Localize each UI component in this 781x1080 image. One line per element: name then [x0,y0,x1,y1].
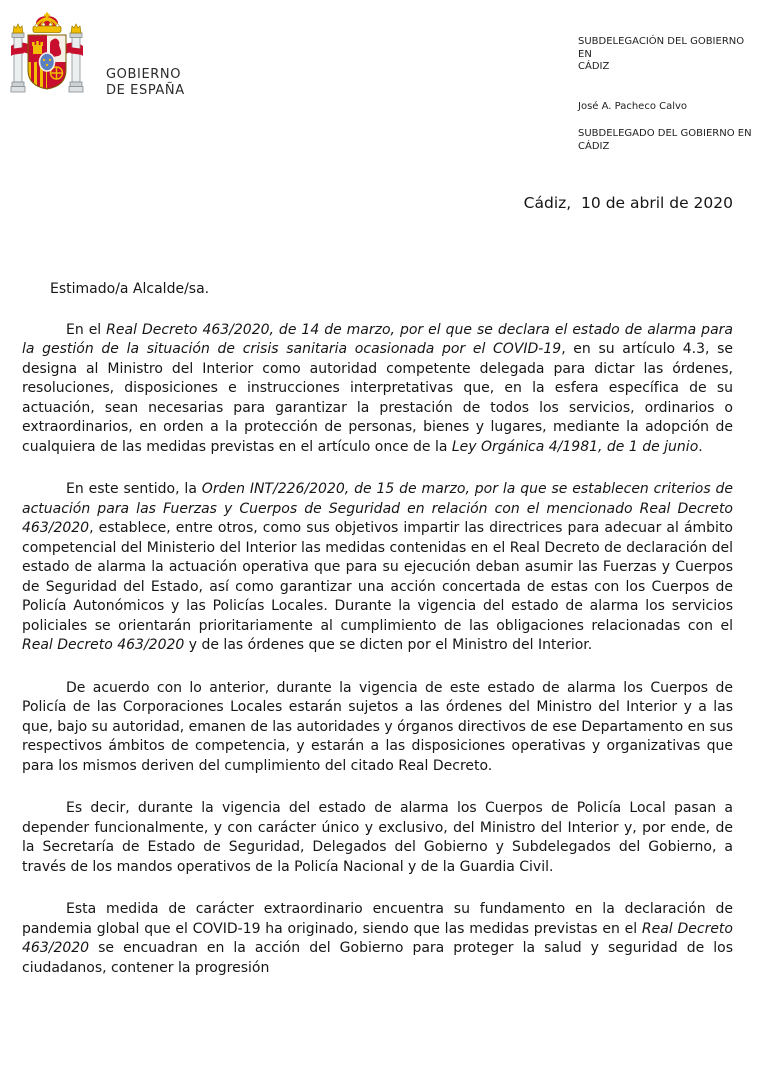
signer-title-line: SUBDELEGADO DEL GOBIERNO EN [578,128,752,139]
letter-paragraph [22,480,733,656]
government-title-line: GOBIERNO [106,67,182,82]
date-line: Cádiz, 10 de abril de 2020 [523,194,733,212]
org-name-line: CÁDIZ [578,61,610,72]
signer-title-line: CÁDIZ [578,140,610,152]
org-name [578,36,760,74]
letter-paragraph [22,900,733,978]
greeting: Estimado/a Alcalde/sa. [50,281,210,297]
paragraph-text: , en su artículo 4.3, se designa al Ministro del Interior como autoridad competente delegada para dictar las órdenes, resoluciones, disposiciones e instrucciones interpretativas que, en la esfera específica de su actuación, sean necesarias para garantizar la prestación de todos los servicios, ordinarios o extraordinarios, en orden a la protección de personas, bienes y lugares, mediante la adopción de cualquiera de las medidas previstas en el artículo once de la [22,341,733,455]
org-name-line: EN [578,48,592,60]
cited-law-text: Ley Orgánica 4/1981, de 1 de junio [451,438,699,455]
paragraph-text: Esta medida de carácter extraordinario encuentra su fundamento en la declaración de pandemia global que el COVID-19 ha originado, siendo que las medidas previstas en el [22,901,733,937]
cited-law-text: Real Decreto 463/2020 [22,637,185,653]
cited-law-text: Real Decreto 463/2020 [22,920,733,956]
cited-law-text: Orden INT/226/2020, de 15 de marzo, por la que se establecen criterios de actuación para las Fuerzas y Cuerpos de Seguridad en relación con el mencionado Real Decreto 463/2020 [22,481,734,536]
letter-body [22,280,733,978]
paragraph-text: . [698,438,703,455]
paragraph-text: De acuerdo con lo anterior, durante la vigencia de este estado de alarma los Cuerpos de Policía de las Corporaciones Locales estarán sujetos a las órdenes del Ministro del Interior y a las que, bajo su autoridad, emanen de las autoridades y órganos directivos de ese Departamento en sus respectivos ámbitos de competencia, y estarán a las disposiciones operativas y organizativas que para los mismos deriven del cumplimiento del citado Real Decreto. [22,679,733,774]
paragraphs-container [22,321,733,979]
letterhead-right-block [578,12,760,153]
spain-coat-of-arms-icon [10,12,84,102]
paragraph-text: En el [66,321,107,338]
government-logo [10,12,185,153]
letter-paragraph [22,799,733,877]
government-title-line: DE ESPAÑA [106,83,185,98]
government-title [106,67,185,153]
letter-paragraph [22,321,733,458]
paragraph-text: En este sentido, la [66,481,202,497]
paragraph-text: , establece, entre otros, como sus objetivos impartir las directrices para adecuar al ámbito competencial del Ministerio del Interior las medidas contenidas en el Real Decreto de declaración del estado de alarma la actuación operativa que para su ejecución deban asumir las Fuerzas y Cuerpos de Seguridad del Estado, así como garantizar una acción concertada de estas con los Cuerpos de Policía Autonómicos y las Policías Locales. Durante la vigencia del estado de alarma los servicios policiales se orientarán prioritariamente al cumplimiento de las obligaciones relacionadas con el [22,520,733,634]
letter-paragraph [22,679,733,777]
signer-title [578,128,760,153]
paragraph-text: se encuadran en la acción del Gobierno para proteger la salud y seguridad de los ciudadanos, contener la progresión [22,940,733,976]
paragraph-text: y de las órdenes que se dicten por el Ministro del Interior. [184,637,593,653]
cited-law-text: Real Decreto 463/2020, de 14 de marzo, por el que se declara el estado de alarma para la gestión de la situación de crisis sanitaria ocasionada por el COVID-19 [22,321,733,357]
signer-name: José A. Pacheco Calvo [578,100,688,112]
letterhead [0,0,781,153]
paragraph-text: Es decir, durante la vigencia del estado de alarma los Cuerpos de Policía Local pasan a depender funcionalmente, y con carácter único y exclusivo, del Ministro del Interior y, por ende, de la Secretaría de Estado de Seguridad, Delegados del Gobierno y Subdelegados del Gobierno, a través de los mandos operativos de la Policía Nacional y de la Guardia Civil. [22,800,733,875]
org-name-line: SUBDELEGACIÓN DEL GOBIERNO [578,36,745,47]
